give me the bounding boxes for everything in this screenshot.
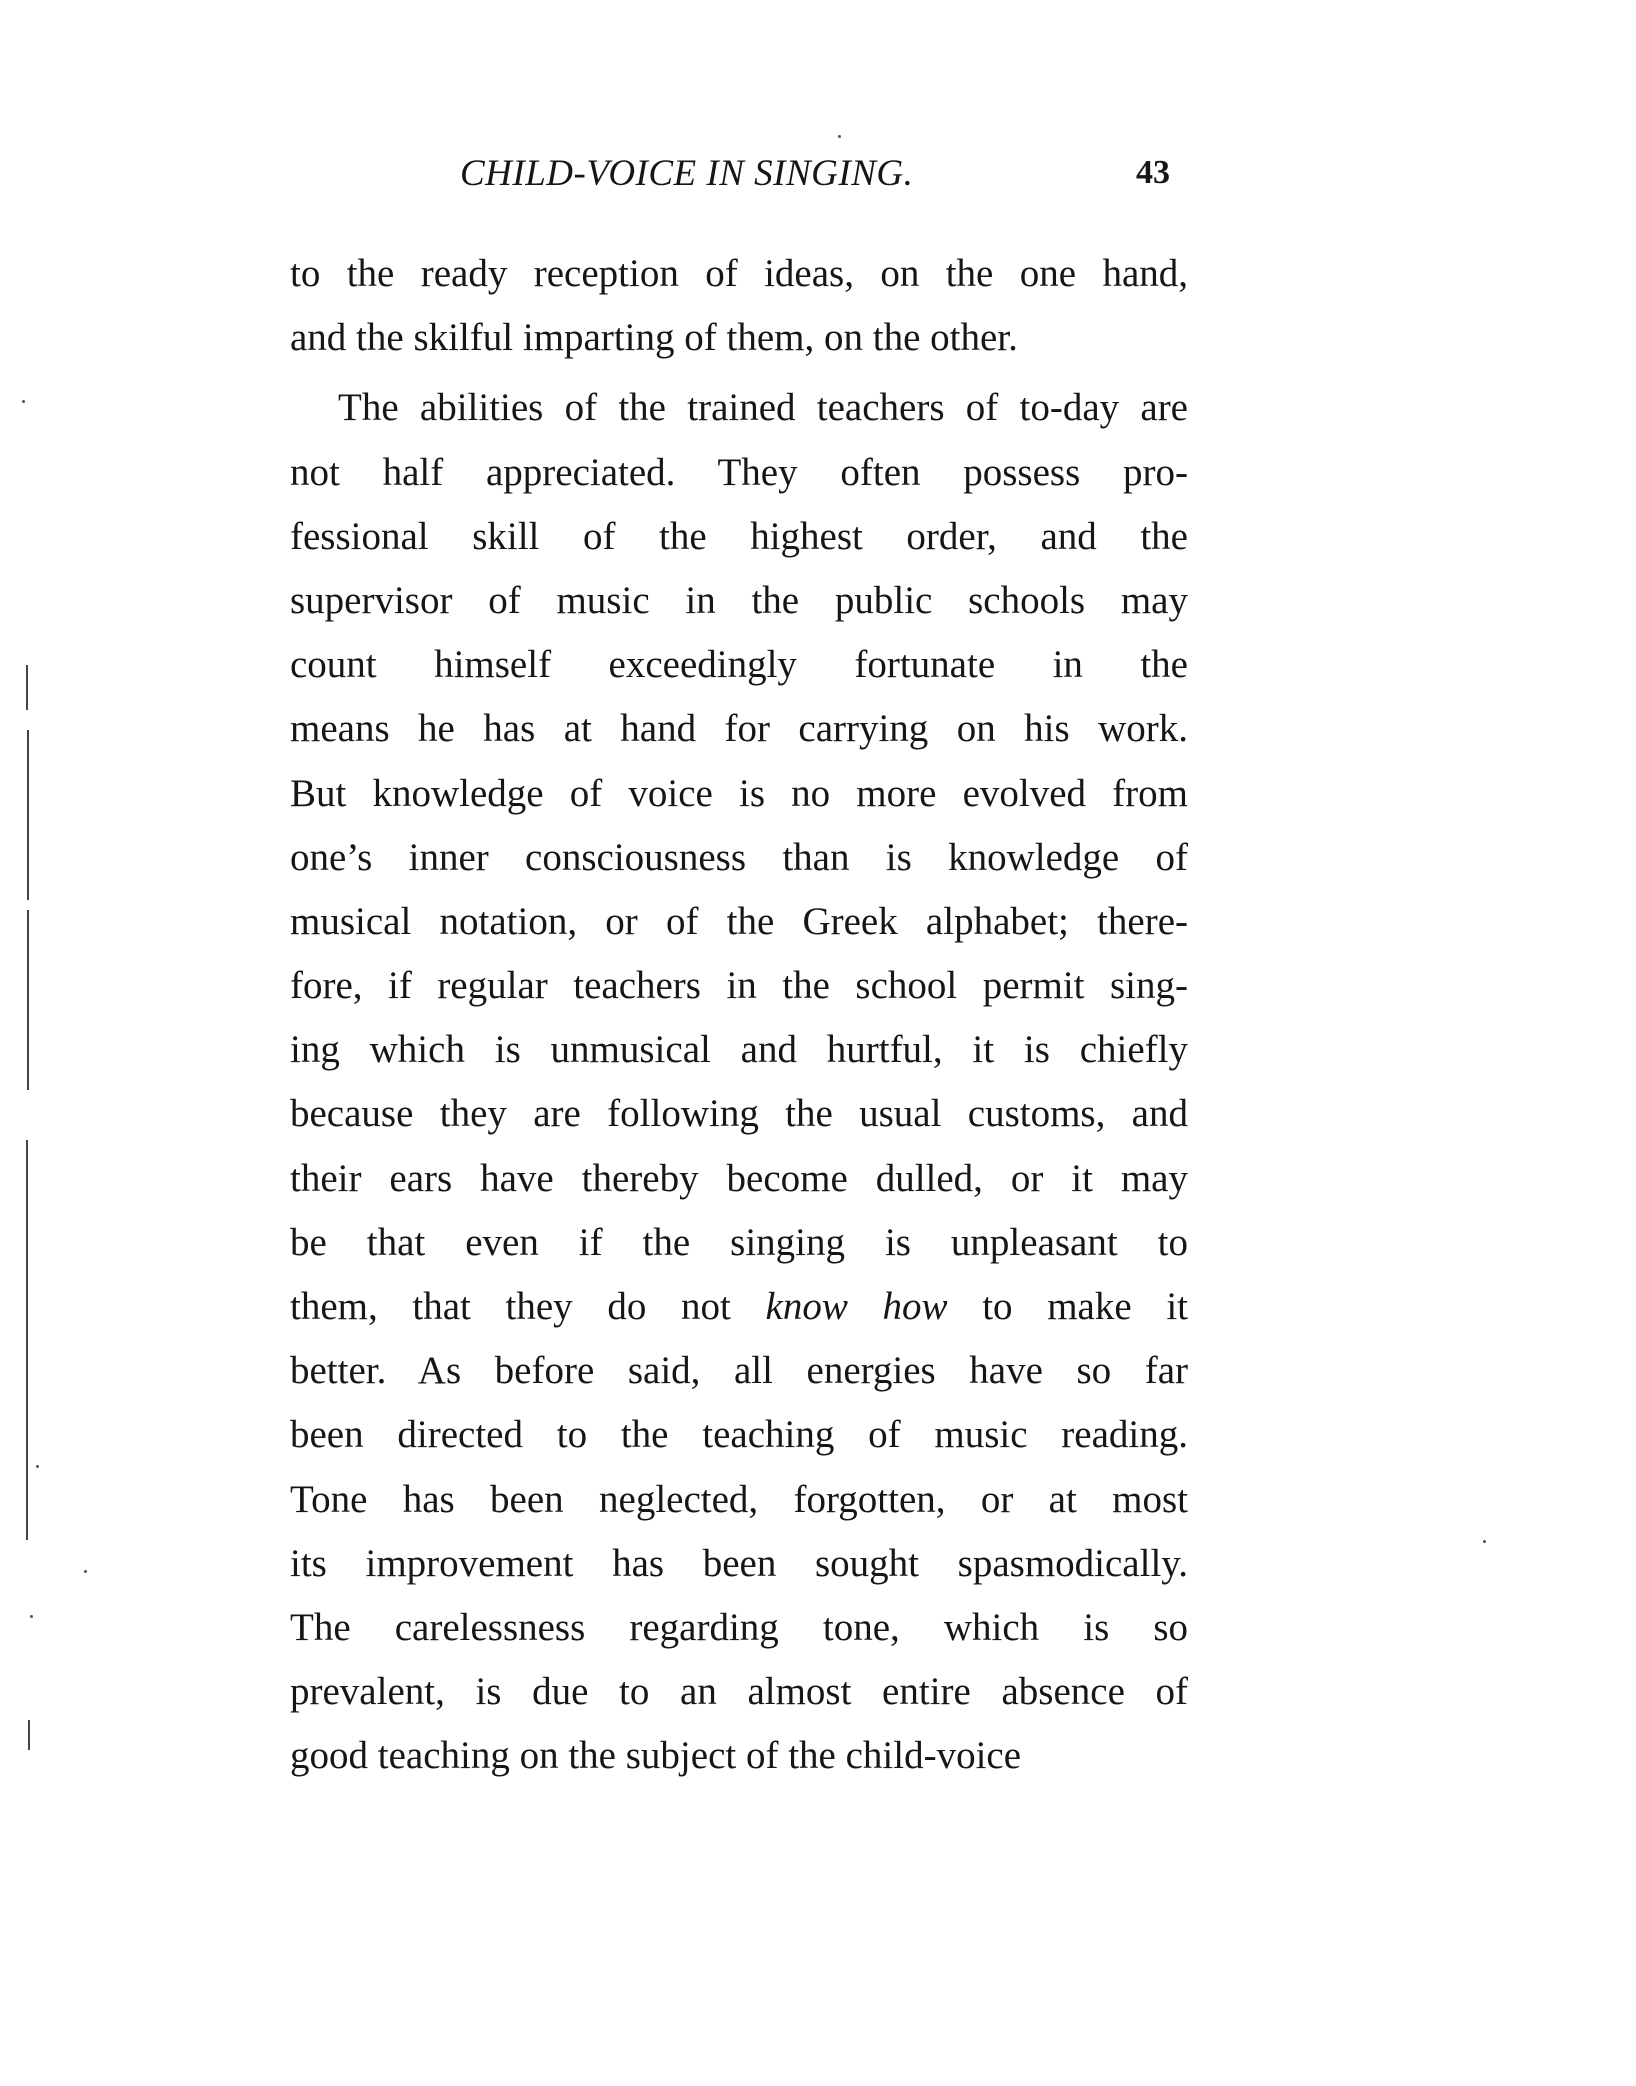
scan-speck — [1483, 1540, 1486, 1543]
running-head — [290, 152, 1190, 212]
text-line-emphasis — [290, 1275, 1188, 1339]
text-line: Tone has been neglected, forgotten, or at most — [290, 1477, 1188, 1521]
text-line: and the skilful imparting of them, on the other. — [290, 316, 1018, 360]
scan-speck — [838, 135, 841, 138]
text-line: been directed to the teaching of music reading. — [290, 1413, 1188, 1457]
emphasis-know: know — [765, 1285, 848, 1328]
text-line: means he has at hand for carrying on his work. — [290, 707, 1188, 751]
text-line: fessional skill of the highest order, and the — [290, 514, 1188, 558]
scan-speck — [84, 1570, 87, 1573]
scan-speck — [36, 1465, 39, 1468]
paragraph-2 — [290, 376, 1188, 1788]
text-line: musical notation, or of the Greek alphabet; there- — [290, 899, 1188, 943]
scan-artifact-line — [27, 910, 29, 1090]
scan-artifact-line — [27, 730, 29, 900]
text-line: good teaching on the subject of the child-voice — [290, 1734, 1022, 1778]
emphasis-how: how — [882, 1285, 948, 1328]
scan-speck — [22, 400, 25, 403]
text-line: But knowledge of voice is no more evolved from — [290, 771, 1188, 815]
text-line: one’s inner consciousness than is knowledge of — [290, 835, 1188, 879]
text-line: fore, if regular teachers in the school permit sing- — [290, 964, 1188, 1008]
text-line: prevalent, is due to an almost entire absence of — [290, 1670, 1188, 1714]
scan-artifact-line — [28, 1720, 30, 1750]
running-title: CHILD-VOICE IN SINGING. — [460, 153, 914, 194]
text-line: their ears have thereby become dulled, or it may — [290, 1156, 1188, 1200]
text-line: not half appreciated. They often possess pro- — [290, 450, 1188, 494]
text-line: to the ready reception of ideas, on the one hand, — [290, 252, 1188, 295]
body-text — [290, 242, 1188, 1789]
line-segment — [848, 1285, 883, 1328]
text-line: The abilities of the trained teachers of to-day are — [338, 386, 1188, 430]
text-line: The carelessness regarding tone, which is so — [290, 1605, 1188, 1649]
line-segment: them, that they do not — [290, 1285, 766, 1328]
text-line: its improvement has been sought spasmodically. — [290, 1541, 1188, 1585]
scan-artifact-line — [26, 665, 28, 710]
line-segment: to make it — [947, 1285, 1189, 1328]
text-line: be that even if the singing is unpleasant to — [290, 1220, 1188, 1264]
scan-artifact-line — [26, 1140, 28, 1540]
paragraph-1 — [290, 242, 1188, 370]
text-line: better. As before said, all energies have so far — [290, 1349, 1188, 1393]
text-line: count himself exceedingly fortunate in the — [290, 643, 1188, 687]
scan-speck — [30, 1615, 33, 1618]
text-line: because they are following the usual customs, and — [290, 1092, 1188, 1136]
page-number: 43 — [1136, 154, 1170, 191]
text-line: ing which is unmusical and hurtful, it is chiefly — [290, 1028, 1188, 1072]
text-line: supervisor of music in the public schools may — [290, 578, 1188, 622]
